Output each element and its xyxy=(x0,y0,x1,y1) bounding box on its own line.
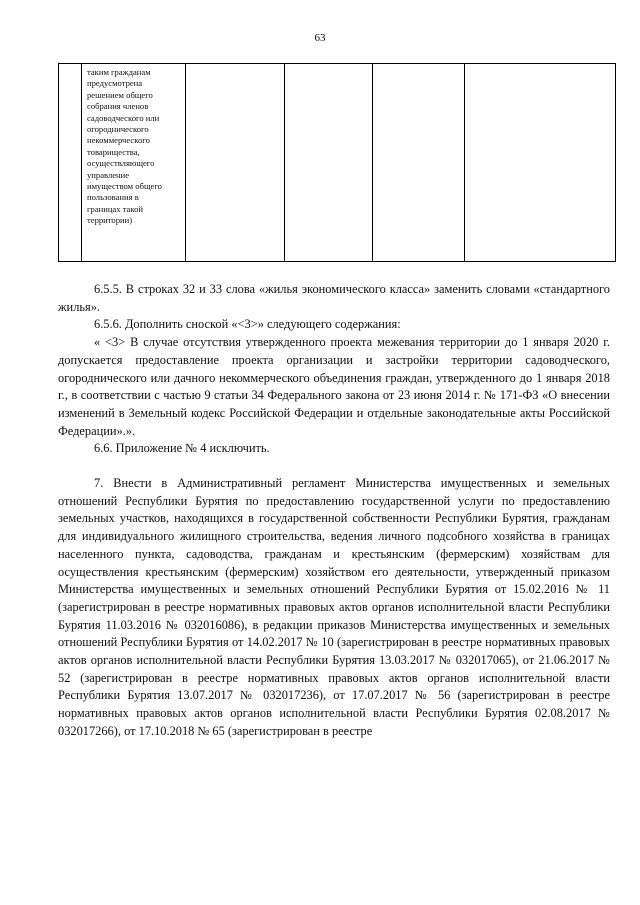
table-cell-empty-1 xyxy=(186,64,285,262)
page-number: 63 xyxy=(314,32,326,44)
paragraph-7: 7. Внести в Административный регламент Министерства имущественных и земельных отношений Республики Бурятия по предоставлению государственной услуги по предоставлению земельных участков, находящихся в государственной собственности Республики Бурятия, гражданам для индивидуального жилищного строительства, ведения личного подсобного хозяйства в границах населенного пункта, садоводства, гражданам и крестьянским (фермерским) хозяйствам для осуществления крестьянским (фермерским) хозяйством его деятельности, утвержденный приказом Министерства имущественных и земельных отношений Республики Бурятия от 15.02.2016 № 11 (зарегистрирован в реестре нормативных правовых актов органов исполнительной власти Республики Бурятия 11.03.2016 № 032016086), в редакции приказов Министерства имущественных и земельных отношений Республики Бурятия от 14.02.2017 № 10 (зарегистрирован в реестре нормативных правовых актов органов исполнительной власти Республики Бурятия 13.03.2017 № 032017065), от 21.06.2017 № 52 (зарегистрирован в реестре нормативных правовых актов органов исполнительной власти Республики Бурятия 13.07.2017 № 032017236), от 17.07.2017 № 56 (зарегистрирован в реестре нормативных правовых актов органов исполнительной власти Республики Бурятия 02.08.2017 № 032017266), от 17.10.2018 № 65 (зарегистрирован в реестре xyxy=(58,476,610,738)
table-cell-empty-2 xyxy=(285,64,373,262)
table-cell-description xyxy=(82,64,186,262)
document-body xyxy=(58,281,610,741)
paragraph-6-5-5: 6.5.5. В строках 32 и 33 слова «жилья экономического класса» заменить словами «стандартного жилья». xyxy=(58,282,610,314)
table-cell-empty-3 xyxy=(373,64,465,262)
table-cell-number xyxy=(59,64,82,262)
footnote-3-text: « <3> В случае отсутствия утвержденного проекта межевания территории до 1 января 2020 г. допускается предоставление проекта организации и застройки территории садоводческого, огороднического или дачного некоммерческого объединения граждан, утвержденного до 1 января 2018 г., в соответствии с частью 9 статьи 34 Федерального закона от 23 июня 2014 г. № 171-ФЗ «О внесении изменений в Земельный кодекс Российской Федерации и отдельные законодательные акты Российской Федерации».». xyxy=(58,335,610,438)
table-cell-empty-4 xyxy=(465,64,616,262)
table-cell-text: таким гражданам предусмотрена решением общего собрания членов садоводческого или огороднического некоммерческого товарищества, осуществляющего управление имуществом общего пользования в границах такой территории) xyxy=(87,67,162,226)
continued-table xyxy=(58,63,616,262)
paragraph-6-5-6: 6.5.6. Дополнить сноской «<3>» следующего содержания: xyxy=(94,317,401,332)
paragraph-6-6: 6.6. Приложение № 4 исключить. xyxy=(94,441,270,456)
